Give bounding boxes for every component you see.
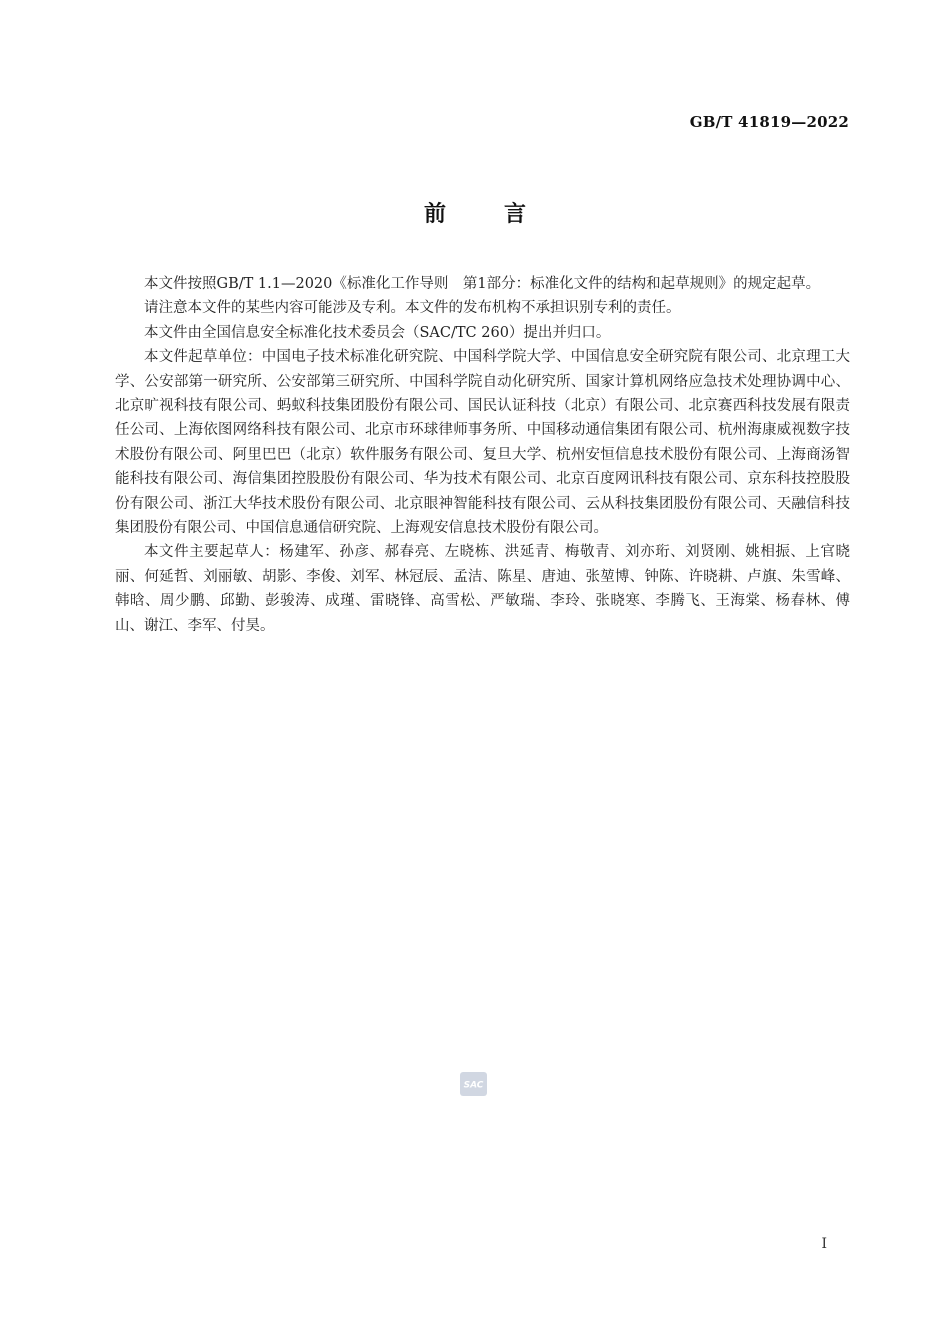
section-title: 前言 <box>423 202 584 227</box>
paragraph-drafting-units: 本文件起草单位：中国电子技术标准化研究院、中国科学院大学、中国信息安全研究院有限公司、北京理工大学、公安部第一研究所、公安部第三研究所、中国科学院自动化研究所、国家计算机网络应急技术处理协调中心、北京旷视科技有限公司、蚂蚁科技集团股份有限公司、国民认证科技（北京）有限公司、北京赛西科技发展有限责任公司、上海依图网络科技有限公司、北京市环球律师事务所、中国移动通信集团有限公司、杭州海康威视数字技术股份有限公司、阿里巴巴（北京）软件服务有限公司、复旦大学、杭州安恒信息技术股份有限公司、上海商汤智能科技有限公司、海信集团控股股份有限公司、华为技术有限公司、北京百度网讯科技有限公司、京东科技控股股份有限公司、浙江大华技术股份有限公司、北京眼神智能科技有限公司、云从科技集团股份有限公司、天融信科技集团股份有限公司、中国信息通信研究院、上海观安信息技术股份有限公司。 <box>115 349 850 537</box>
sac-watermark-logo <box>460 1072 487 1096</box>
paragraph-patent-notice: 请注意本文件的某些内容可能涉及专利。本文件的发布机构不承担识别专利的责任。 <box>144 300 681 317</box>
paragraph-drafting-rules: 本文件按照GB/T 1.1—2020《标准化工作导则 第1部分：标准化文件的结构和起草规则》的规定起草。 <box>144 276 821 292</box>
paragraph-proposer: 本文件由全国信息安全标准化技术委员会（SAC/TC 260）提出并归口。 <box>144 324 611 341</box>
sac-logo-icon <box>462 1078 485 1090</box>
standard-number: GB/T 41819—2022 <box>689 113 849 131</box>
page-number: I <box>821 1236 827 1252</box>
foreword-body <box>115 272 850 638</box>
svg-text:SAC: SAC <box>463 1080 484 1090</box>
paragraph-drafters: 本文件主要起草人：杨建军、孙彦、郝春亮、左晓栋、洪延青、梅敬青、刘亦珩、刘贤刚、姚相振、上官晓丽、何延哲、刘丽敏、胡影、李俊、刘军、林冠辰、孟洁、陈星、唐迪、张堃博、钟陈、许晓耕、卢旗、朱雪峰、韩晗、周少鹏、邱勤、彭骏涛、成瑾、雷晓锋、高雪松、严敏瑞、李玲、张晓寒、李腾飞、王海棠、杨春林、傅山、谢江、李军、付昊。 <box>115 544 850 634</box>
